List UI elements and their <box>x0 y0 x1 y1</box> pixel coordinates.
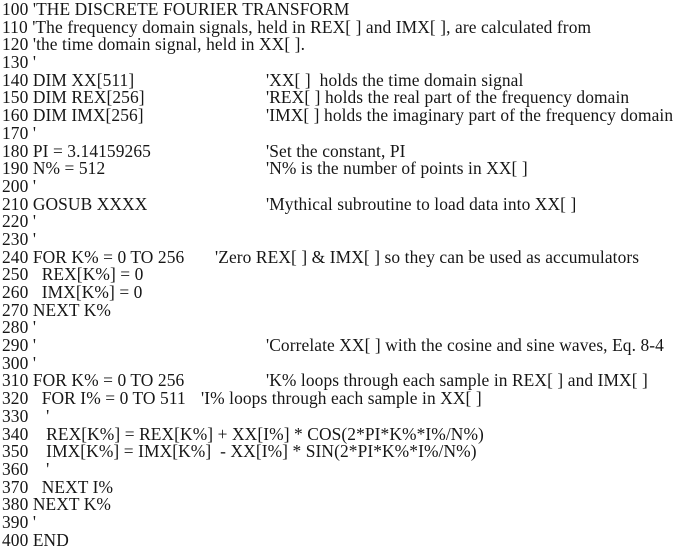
code-line <box>2 529 695 550</box>
comment-text: 'Mythical subroutine to load data into XX[ ] <box>266 193 577 214</box>
code-line <box>2 160 695 178</box>
code-text: 180 PI = 3.14159265 <box>2 140 151 161</box>
code-text: 170 ' <box>2 122 37 143</box>
code-text: 260 IMX[K%] = 0 <box>2 282 143 302</box>
code-text: 160 DIM IMX[256] <box>2 105 144 126</box>
comment-text: 'N% is the number of points in XX[ ] <box>266 158 528 179</box>
code-text: 150 DIM REX[256] <box>2 87 145 108</box>
code-text: 340 REX[K%] = REX[K%] + XX[I%] * COS(2*PI*K%*I%/N%) <box>2 423 484 444</box>
code-text: 290 ' <box>2 335 37 356</box>
code-text: 100 'THE DISCRETE FOURIER TRANSFORM <box>2 0 350 19</box>
code-text: 240 FOR K% = 0 TO 256 <box>2 246 185 267</box>
comment-text: 'Set the constant, PI <box>266 140 406 161</box>
code-text: 380 NEXT K% <box>2 494 111 515</box>
code-text: 130 ' <box>2 52 37 73</box>
comment-text: 'REX[ ] holds the real part of the frequency domain <box>266 87 630 108</box>
code-text: 190 N% = 512 <box>2 158 106 179</box>
code-text: 330 ' <box>2 405 50 426</box>
code-line <box>2 193 695 214</box>
comment-text: 'XX[ ] holds the time domain signal <box>266 69 524 90</box>
comment-text: 'Zero REX[ ] & IMX[ ] so they can be used as accumulators <box>215 246 640 267</box>
code-line <box>2 107 695 125</box>
code-text: 280 ' <box>2 317 37 338</box>
code-text: 110 'The frequency domain signals, held in REX[ ] and IMX[ ], are calculated from <box>2 16 592 37</box>
code-text: 230 ' <box>2 228 37 249</box>
code-line <box>2 36 695 54</box>
code-line <box>2 443 695 461</box>
comment-text: 'IMX[ ] holds the imaginary part of the frequency domain <box>266 105 674 126</box>
code-line <box>2 511 695 532</box>
code-text: 200 ' <box>2 175 37 196</box>
code-text: 210 GOSUB XXXX <box>2 193 148 214</box>
code-text: 350 IMX[K%] = IMX[K%] - XX[I%] * SIN(2*PI*K%*I%/N%) <box>2 441 477 462</box>
code-text: 390 ' <box>2 511 37 532</box>
code-text: 220 ' <box>2 211 37 232</box>
code-line <box>2 213 695 231</box>
code-text: 370 NEXT I% <box>2 476 114 497</box>
code-text: 320 FOR I% = 0 TO 511 <box>2 388 186 409</box>
code-text: 360 ' <box>2 458 50 479</box>
code-text: 310 FOR K% = 0 TO 256 <box>2 370 185 391</box>
comment-text: 'I% loops through each sample in XX[ ] <box>201 388 482 409</box>
comment-text: 'Correlate XX[ ] with the cosine and sine waves, Eq. 8-4 <box>266 335 664 356</box>
code-text: 120 'the time domain signal, held in XX[ ]. <box>2 34 306 55</box>
code-text: 270 NEXT K% <box>2 299 111 320</box>
code-text: 300 ' <box>2 352 37 373</box>
code-line <box>2 496 695 514</box>
code-text: 250 REX[K%] = 0 <box>2 264 144 285</box>
code-text: 140 DIM XX[511] <box>2 69 135 90</box>
code-line <box>2 299 695 320</box>
code-text: 400 END <box>2 529 69 550</box>
comment-text: 'K% loops through each sample in REX[ ] and IMX[ ] <box>266 370 648 391</box>
code-line <box>2 337 695 355</box>
code-line <box>2 390 695 408</box>
